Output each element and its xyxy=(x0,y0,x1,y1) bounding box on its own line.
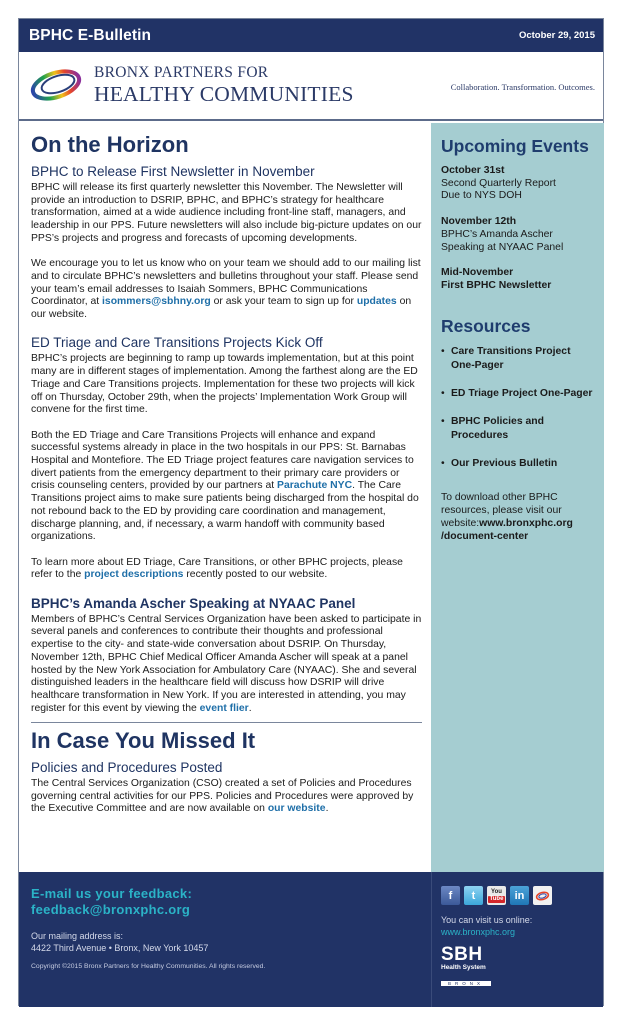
section-divider xyxy=(31,722,422,723)
upcoming-events-title: Upcoming Events xyxy=(441,136,589,156)
email-link[interactable]: isommers@sbhny.org xyxy=(102,296,211,308)
footer-contact xyxy=(31,886,421,970)
section-title-horizon: On the Horizon xyxy=(31,132,189,157)
document-center-note: To download other BPHC resources, please visit our website:www.bronxphc.org /document-center xyxy=(441,491,573,542)
facebook-icon[interactable]: f xyxy=(441,886,460,905)
footer-social xyxy=(441,886,601,990)
feedback-email-link[interactable]: feedback@bronxphc.org xyxy=(31,902,191,917)
article-title: ED Triage and Care Transitions Projects Kick Off xyxy=(31,335,323,351)
article-paragraph: We encourage you to let us know who on your team we should add to our mailing list and to circulate BPHC’s newsletters and bulletins throughout your staff. Please send your team’s email addresses to Isaiah Sommers, BPHC Communications Coordinator, at isommers@sbhny.org or ask your team to sign up for updates on our website. xyxy=(31,258,421,321)
main-content xyxy=(19,123,431,872)
resource-link[interactable]: • Our Previous Bulletin xyxy=(441,457,596,471)
article-paragraph: Members of BPHC’s Central Services Organization have been asked to participate in several panels and conferences to contribute their thoughts and professional expertise to the city- and state-wide conversation about DSRIP. On Thursday, November 12th, BPHC Chief Medical Officer Amanda Ascher will speak at a panel hosted by the New York Association for Ambulatory Care (NYAAC). She and several distinguished leaders in the healthcare field will discuss how DSRIP will drive healthcare transformation in New York. If you are interested in attending, you may register for this event by viewing the event flier. xyxy=(31,613,422,714)
sidebar xyxy=(431,123,604,872)
document-center-link[interactable]: www.bronxphc.org /document-center xyxy=(441,517,573,542)
bulletin-title: BPHC E-Bulletin xyxy=(29,26,152,44)
linkedin-icon[interactable]: in xyxy=(510,886,529,905)
sbh-health-system-logo: SBH Health System BRONX xyxy=(441,946,601,990)
event-item: November 12th BPHC’s Amanda Ascher Speaking at NYAAC Panel xyxy=(441,216,564,253)
resources-title: Resources xyxy=(441,315,531,336)
rainbow-ellipse-logo-icon xyxy=(28,65,84,105)
article-paragraph: The Central Services Organization (CSO) created a set of Policies and Procedures governing central activities for our PPS. Policies and Procedures were approved by the Executive Committee and are now available on our website. xyxy=(31,778,414,815)
updates-link[interactable]: updates xyxy=(356,296,397,308)
project-descriptions-link[interactable]: project descriptions xyxy=(84,569,184,581)
article-title: BPHC to Release First Newsletter in November xyxy=(31,164,315,179)
tagline: Collaboration. Transformation. Outcomes. xyxy=(450,82,595,92)
bulletin-date: October 29, 2015 xyxy=(518,30,595,41)
article-paragraph: To learn more about ED Triage, Care Transitions, or other BPHC projects, please refer to the project descriptions recently posted to our website. xyxy=(31,556,403,581)
feedback-label: E-mail us your feedback: xyxy=(31,886,193,901)
resource-link[interactable]: • ED Triage Project One-Pager xyxy=(441,387,596,401)
copyright: Copyright ©2015 Bronx Partners for Healthy Communities. All rights reserved. xyxy=(31,963,266,970)
article-title: Policies and Procedures Posted xyxy=(31,760,223,776)
mailing-address: Our mailing address is: 4422 Third Avenue • Bronx, New York 10457 xyxy=(31,931,209,953)
event-item: Mid-November First BPHC Newsletter xyxy=(441,267,552,291)
social-icons xyxy=(441,886,601,905)
event-flier-link[interactable]: event flier xyxy=(199,702,249,714)
bulletin-frame xyxy=(18,18,604,1006)
section-title-missed: In Case You Missed It xyxy=(31,728,256,754)
event-item: October 31st Second Quarterly Report Due to NYS DOH xyxy=(441,165,556,202)
logo-band xyxy=(19,52,603,121)
org-name: BRONX PARTNERS FOR HEALTHY COMMUNITIES xyxy=(94,64,354,106)
footer-divider xyxy=(431,872,432,1007)
article-paragraph: BPHC’s projects are beginning to ramp up towards implementation, but at this point many are in different stages of implementation. Among the farthest along are the ED Triage and Care Transitions projects. Implementation for these two projects will kick off on Thursday, October 29th, when the projects’ Implementation Work Group will convene for the first time. xyxy=(31,353,418,416)
youtube-icon[interactable]: You Tube xyxy=(487,886,506,905)
article-title: BPHC’s Amanda Ascher Speaking at NYAAC Panel xyxy=(31,595,356,611)
article-paragraph: BPHC will release its first quarterly newsletter this November. The Newsletter will provide an introduction to DSRIP, BPHC, and BPHC’s strategy for healthcare transformation, aimed at a wide audience including front-line staff, managers, and leadership in our PPS. Future newsletters will also include big-picture updates on our PPS’s projects and progress and forecasts of upcoming developments. xyxy=(31,182,422,244)
resource-link[interactable]: • Care Transitions Project One-Pager xyxy=(441,345,596,373)
resources-list xyxy=(441,345,596,471)
website-link[interactable]: www.bronxphc.org xyxy=(441,927,516,937)
resource-link[interactable]: • BPHC Policies and Procedures xyxy=(441,415,596,443)
twitter-icon[interactable]: t xyxy=(464,886,483,905)
footer xyxy=(19,872,603,1007)
header-bar xyxy=(19,19,603,52)
parachute-nyc-link[interactable]: Parachute NYC xyxy=(277,480,353,492)
our-website-link[interactable]: our website xyxy=(267,803,326,815)
article-paragraph: Both the ED Triage and Care Transitions Projects will enhance and expand successful systems already in place in the two hospitals in our PPS: St. Barnabas Hospital and Montefiore. The ED Triage project features care navigation services to divert patients from the emergency department to their primary care providers or crisis counseling centers, provided by our partners at Parachute NYC. The Care Transitions project aims to make sure patients being discharged from the hospital do not rebound back to the ED by providing care coordination and management, discharge planning, and, if necessary, a warm handoff with community based organizations. xyxy=(31,429,419,543)
bphc-logo-icon[interactable] xyxy=(533,886,552,905)
visit-label: You can visit us online: xyxy=(441,915,533,925)
